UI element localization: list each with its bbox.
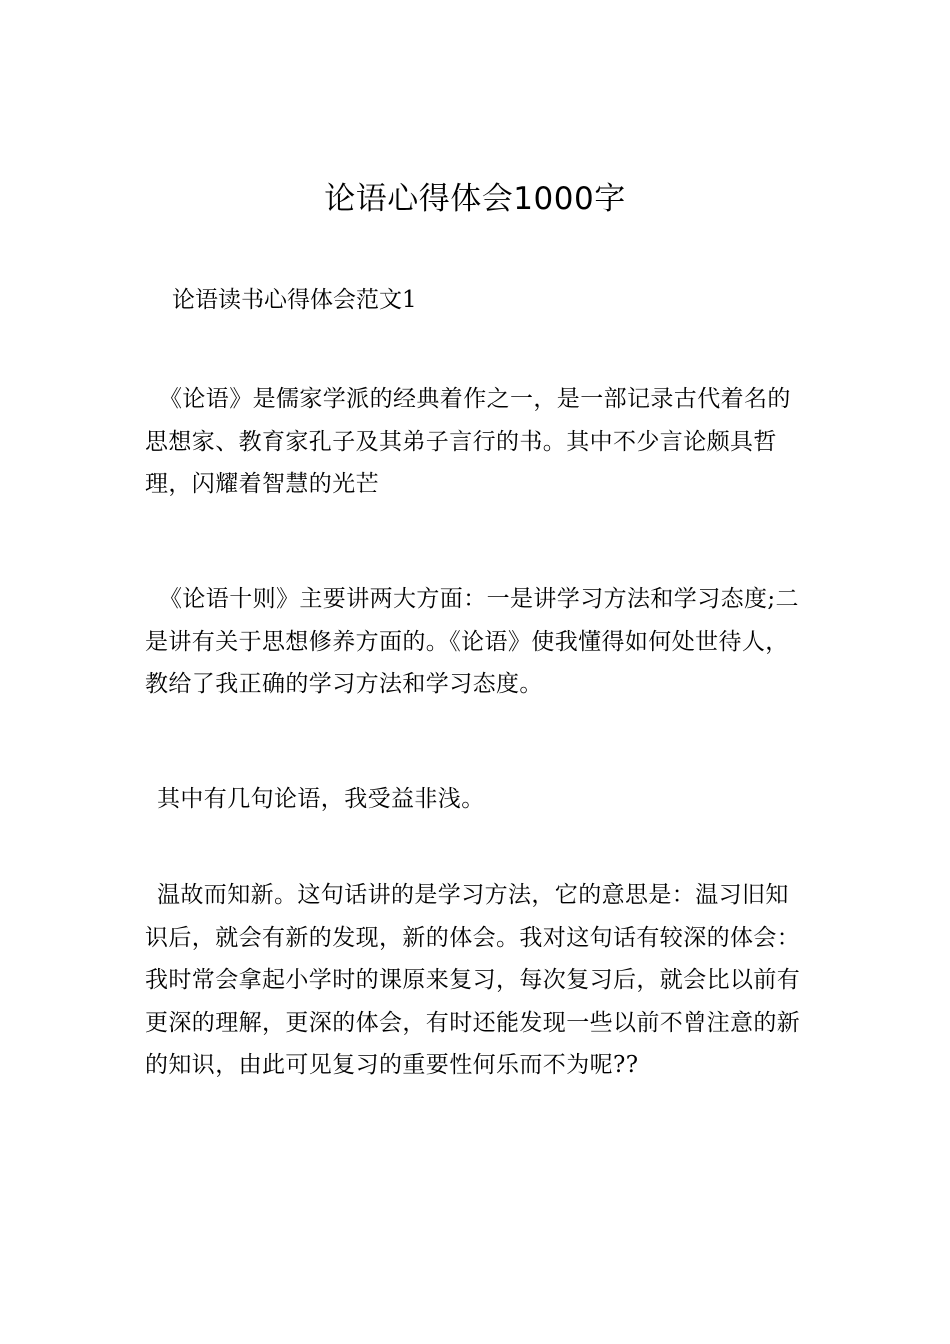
- paragraph-1: 《论语》是儒家学派的经典着作之一，是一部记录古代着名的思想家、教育家孔子及其弟子言行的书。其中不少言论颇具哲理，闪耀着智慧的光芒: [145, 386, 791, 497]
- section-subtitle: 论语读书心得体会范文1: [172, 287, 417, 313]
- paragraph-3: 其中有几句论语，我受益非浅。: [157, 786, 485, 812]
- document-title: 论语心得体会1000字: [324, 181, 626, 217]
- paragraph-2: 《论语十则》主要讲两大方面：一是讲学习方法和学习态度;二是讲有关于思想修养方面的。《论语》使我懂得如何处世待人，教给了我正确的学习方法和学习态度。: [145, 586, 799, 697]
- paragraph-4: 温故而知新。这句话讲的是学习方法，它的意思是：温习旧知识后，就会有新的发现，新的体会。我对这句话有较深的体会：我时常会拿起小学时的课原来复习，每次复习后，就会比以前有更深的理解，更深的体会，有时还能发现一些以前不曾注意的新的知识，由此可见复习的重要性何乐而不为呢??: [145, 882, 801, 1078]
